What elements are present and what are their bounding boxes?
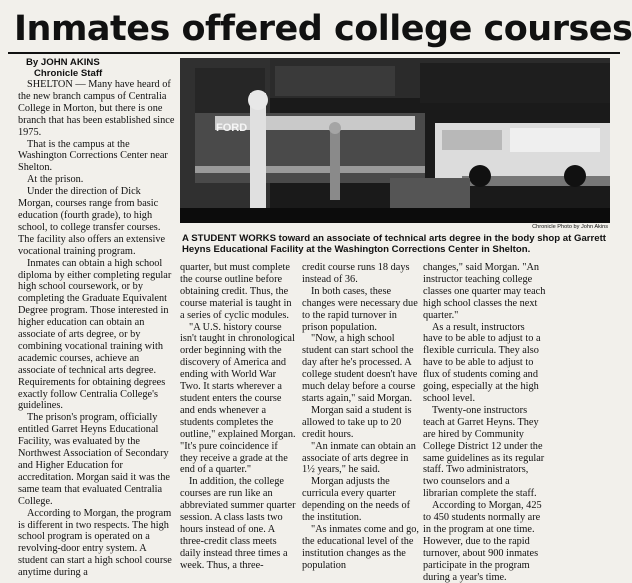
paragraph: That is the campus at the Washington Corrections Center near Shelton. — [18, 138, 168, 174]
paragraph: "Now, a high school student can start school the day after he's processed. A college student doesn't have much delay before a course starts again," said Morgan. — [302, 333, 418, 404]
sign-text: FORD — [216, 122, 248, 134]
caption-text: toward an associate of technical arts degree in the body shop at Garrett Heyns Educational Facility at the Washington Corrections Center in Shelton. — [182, 233, 606, 255]
headline-rule — [8, 52, 620, 54]
paragraph: The prison's program, officially entitled Garret Heyns Educational Facility, was evaluated by the Northwest Association of Secondary and Higher Education for accreditation. Morgan said it was the same team that evaluated Centralia College. — [18, 412, 170, 507]
paragraph: At the prison. — [27, 174, 84, 186]
paragraph: Under the direction of Dick Morgan, courses range from basic education (fourth grade), to high school, to college transfer courses. The facility also offers an extensive vocational training program. — [18, 186, 166, 257]
paragraph: According to Morgan, the program is different in two respects. The high school program is operated on a revolving-door entry system. A student can start a high school course anytime during a — [18, 507, 172, 579]
paragraph: "As inmates come and go, the educational level of the institution changes as the population — [302, 523, 420, 571]
paragraph: SHELTON — Many have heard of the new branch campus of Centralia College in Morton, but there is one branch that has been established since 1975. — [18, 79, 175, 138]
paragraph: changes," said Morgan. "An instructor teaching college classes one quarter may teach high school classes the next quarter." — [423, 262, 546, 321]
article-column-1 — [18, 57, 178, 579]
paragraph: As a result, instructors have to be able to adjust to a flexible curricula. They also have to be able to adjust to flux of students coming and going, especially at the high school level. — [423, 321, 541, 404]
paragraph: Morgan said a student is allowed to take up to 20 credit hours. — [302, 404, 412, 440]
paragraph: In addition, the college courses are run like an abbreviated summer quarter session. A class lasts two hours instead of one. A three-credit class meets daily instead three times a week. Thus, a three- — [180, 476, 296, 571]
byline — [18, 57, 178, 79]
paragraph: Morgan adjusts the curricula every quarter depending on the needs of the institution. — [302, 476, 411, 524]
paragraph: "An inmate can obtain an associate of arts degree in 1½ years," he said. — [302, 440, 416, 476]
paragraph: Inmates can obtain a high school diploma by either completing regular high school coursework, or by completing the Graduate Equivalent Degree program. Those interested in higher education can obtain an associate of arts degree, or by combining vocational training with academic courses, achieve an associate of technical arts degree. Requirements for obtaining degrees exactly follow Centralia College's guidelines. — [18, 257, 172, 412]
photo-caption — [182, 233, 610, 255]
paragraph: Twenty-one instructors teach at Garret Heyns. They are hired by Community College District 12 under the same guidelines as its regular staff. Two administrators, two counselors and a librarian complete the staff. — [423, 404, 545, 500]
headline: Inmates offered college courses — [14, 9, 632, 49]
paragraph: credit course runs 18 days instead of 36. — [302, 262, 410, 285]
paragraph: "A U.S. history course isn't taught in chronological order beginning with the discovery of America and ending with World War Two. It starts wherever a student enters the course and ends whenever a students completes the outline," explained Morgan. "It's pure coincidence if they receive a grade at the end of a quarter." — [180, 321, 296, 476]
paragraph: According to Morgan, 425 to 450 students normally are in the program at one time. However, due to the rapid turnover, about 900 inmates participate in the program during a year's time. — [423, 500, 542, 583]
byline-staff: Chronicle Staff — [34, 68, 103, 79]
article-column-3 — [302, 262, 420, 571]
byline-author: By JOHN AKINS — [26, 57, 100, 68]
news-photo — [180, 58, 610, 223]
paragraph: quarter, but must complete the course outline before obtaining credit. Thus, the course material is taught in a series of cyclic modules. — [180, 262, 292, 321]
paragraph: In both cases, these changes were necessary due to the rapid turnover in prison population. — [302, 285, 418, 333]
photo-credit: Chronicle Photo by John Akins — [532, 224, 608, 230]
caption-lead: A STUDENT WORKS — [182, 233, 276, 244]
article-column-2 — [180, 262, 298, 571]
article-column-4 — [423, 262, 546, 583]
